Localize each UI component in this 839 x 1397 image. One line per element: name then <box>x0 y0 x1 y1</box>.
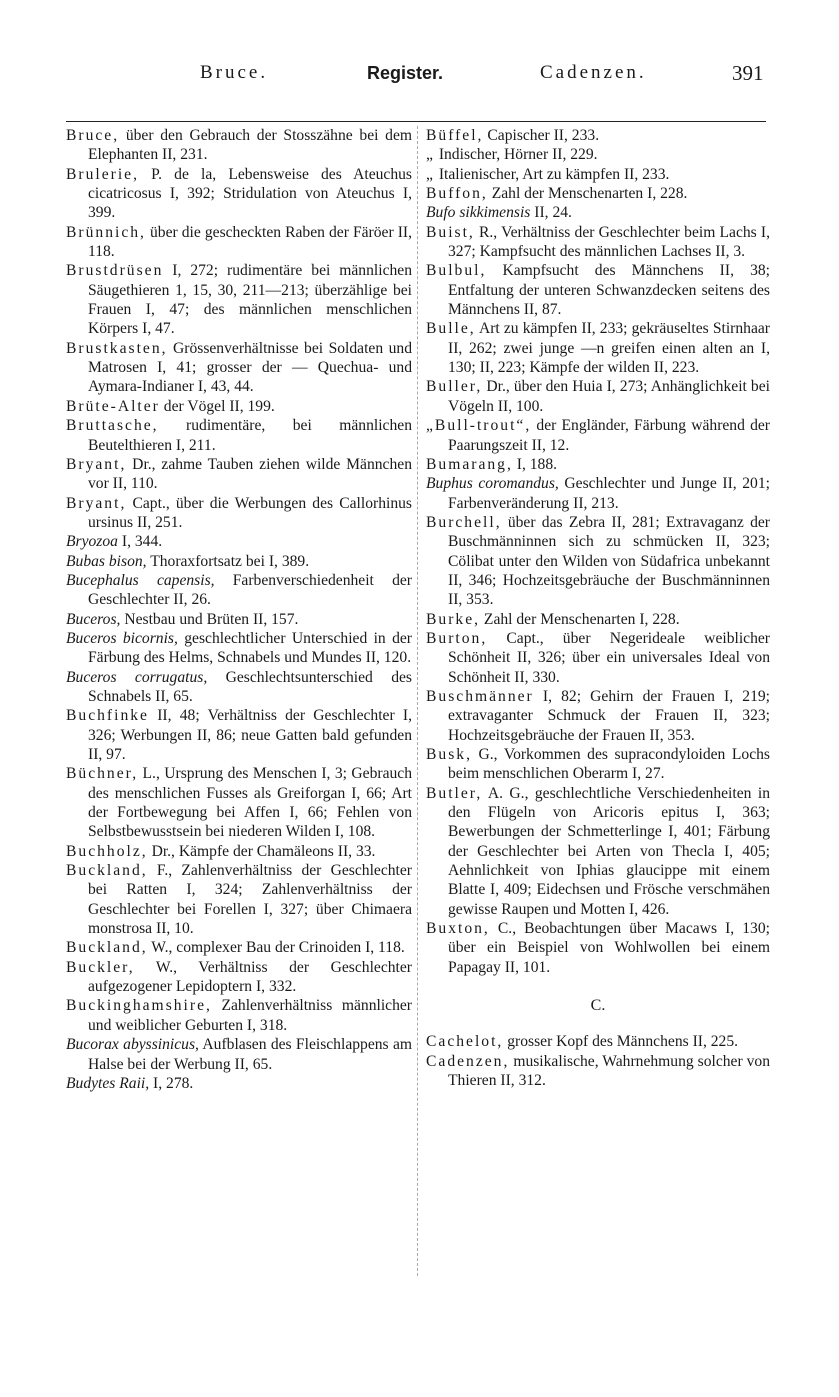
index-entry-head: Buceros, <box>66 610 121 628</box>
index-entry <box>66 1035 412 1074</box>
index-entries-c <box>426 1032 770 1090</box>
index-entry-text: Capt., über Negerideale weiblicher Schönheit II, 326; über ein universales Ideal von Schönheit II, 330. <box>448 629 770 686</box>
index-entry-head: Brustkasten, <box>66 339 168 357</box>
index-entry <box>426 784 770 919</box>
index-entry-head: Budytes Raii, <box>66 1074 150 1092</box>
index-column-left <box>66 126 412 1093</box>
index-entry <box>66 1074 412 1093</box>
index-entry-text: II, 24. <box>530 204 572 222</box>
index-entry <box>426 474 770 513</box>
index-entry-head: Cadenzen, <box>426 1052 510 1070</box>
index-entry-text: L., Ursprung des Menschen I, 3; Gebrauch des menschlichen Fusses als Greiforgan I, 66; Art der Fortbewegung bei Affen I, 66; Fehlen von Selbstbewusstsein bei niederen Wilden I, 108. <box>88 765 412 841</box>
index-entry-text: R., Verhältniss der Geschlechter beim Lachs I, 327; Kampfsucht des männlichen Lachses II, 3. <box>448 223 770 261</box>
index-entry-text: Capt., über die Werbungen des Callorhinus ursinus II, 251. <box>88 494 412 531</box>
index-entry-head: Burke, <box>426 610 481 628</box>
index-entry-text: Dr., Kämpfe der Chamäleons II, 33. <box>147 842 376 860</box>
index-entry-head: Burchell, <box>426 513 502 531</box>
index-entry-text: über den Gebrauch der Stosszähne bei dem Elephanten II, 231. <box>88 127 412 164</box>
index-entry-head: Buist, <box>426 223 475 241</box>
index-entry <box>66 571 412 610</box>
index-entry-text: P. de la, Lebensweise des Ateuchus cicatricosus I, 392; Stridulation von Ateuchus I, 399. <box>88 165 412 222</box>
index-entry-text: Italienischer, Art zu kämpfen II, 233. <box>434 165 670 183</box>
index-column-right <box>426 126 770 1091</box>
index-entry <box>426 319 770 377</box>
index-entry-text: Indischer, Hörner II, 229. <box>434 146 598 164</box>
header-rule <box>66 121 766 122</box>
index-entry-text: A. G., geschlechtliche Verschiedenheiten in den Flügeln von Aricoris epitus I, 363; Bewerbungen der Schmetterlinge I, 401; Färbung der Geschlechter bei Arten von Thecla I, 405; Aehnlichkeit von Iphias glaucippe mit einem Blatte I, 409; Eidechsen und Frösche verschmähen gewisse Raupen und Motten I, 426. <box>448 784 770 918</box>
index-entry-head: Brünnich, <box>66 223 146 241</box>
section-letter-c: C. <box>590 997 606 1015</box>
index-entry-text: I, 188. <box>512 455 558 473</box>
index-entry <box>66 668 412 707</box>
index-entry-head: Buceros bicornis, <box>66 629 178 647</box>
running-header <box>0 60 839 90</box>
index-entry-head: Bucephalus capensis, <box>66 571 215 589</box>
index-entry-text: I, 272; rudimentäre bei männlichen Säugethieren 1, 15, 30, 211—213; überzählige bei Frauen I, 47; des männlichen menschlichen Körpers I, 47. <box>88 262 412 338</box>
index-entry-head: Bryant, <box>66 494 127 512</box>
index-entry <box>426 610 770 629</box>
index-entry <box>426 1032 770 1051</box>
index-entry <box>426 223 770 262</box>
index-entry-head: Buckland, <box>66 939 148 957</box>
index-entry-head: Brulerie, <box>66 165 139 183</box>
index-entry-head: Bryozoa <box>66 533 118 551</box>
index-entry-head: Bryant, <box>66 455 127 473</box>
index-entry <box>426 745 770 784</box>
index-entry-text: II, 48; Verhältniss der Geschlechter I, 326; Werbungen II, 86; neue Gatten bald gefunden II, 97. <box>88 707 412 763</box>
index-entry-head: Brüte-Alter <box>66 397 160 415</box>
index-entry <box>426 126 770 145</box>
index-entry-head: Buschmänner <box>426 687 534 705</box>
index-entry-text: I, 82; Gehirn der Frauen I, 219; extravaganter Schmuck der Frauen II, 323; Hochzeitsgebräuche der Frauen II, 353. <box>448 687 770 744</box>
index-entry <box>426 377 770 416</box>
header-left-catchword: Bruce. <box>200 62 269 83</box>
index-entry-text: Nestbau und Brüten II, 157. <box>120 610 299 628</box>
index-entry-text: G., Vorkommen des supracondyloiden Lochs beim menschlichen Oberarm I, 27. <box>448 746 770 783</box>
index-entry-text: Grössenverhältnisse bei Soldaten und Matrosen I, 41; grosser der — Quechua- und Aymara-Indianer I, 43, 44. <box>88 339 412 396</box>
index-entry-head: „Bull-trout“, <box>426 417 532 435</box>
index-entry-text: der Engländer, Färbung während der Paarungszeit II, 12. <box>448 417 770 454</box>
index-entry-head: Bumarang, <box>426 455 513 473</box>
index-entry <box>426 165 770 184</box>
index-entry-text: über das Zebra II, 281; Extravaganz der Buschmänninnen sich zu schmücken II, 323; Cölibat unter den Wilden von Südafrica unbekannt II, 346; Hochzeitsgebräuche der Buschmänninnen II, 353. <box>448 513 770 609</box>
index-entry-text: der Vögel II, 199. <box>159 397 275 415</box>
index-entry <box>426 629 770 687</box>
index-entry <box>66 455 412 494</box>
index-entry-head: Buckler, <box>66 958 135 976</box>
index-entry <box>426 513 770 610</box>
page-number: 391 <box>732 61 764 85</box>
index-entry-text: I, 344. <box>117 533 163 551</box>
index-entry <box>426 455 770 474</box>
index-entry-text: Art zu kämpfen II, 233; gekräuseltes Stirnhaar II, 262; zwei junge —n greifen einen alten an I, 130; II, 223; Kämpfe der wilden II, 223. <box>448 320 770 377</box>
index-entry <box>426 261 770 319</box>
index-entry <box>66 223 412 262</box>
column-divider <box>417 126 418 1276</box>
index-entry-head: Buckland, <box>66 862 148 880</box>
index-entry-head: „ <box>426 146 435 164</box>
index-entry-head: Bufo sikkimensis <box>426 204 531 222</box>
index-entry-text: rudimentäre, bei männlichen Beutelthieren I, 211. <box>88 417 412 454</box>
index-entry <box>66 397 412 416</box>
index-entry-head: Cachelot, <box>426 1033 504 1051</box>
index-entry-text: Aufblasen des Fleischlappens am Halse bei der Werbung II, 65. <box>88 1036 412 1073</box>
index-entry-head: Bruttasche, <box>66 417 159 435</box>
index-entry-head: Buceros corrugatus, <box>66 668 208 686</box>
index-entry <box>66 842 412 861</box>
index-entry <box>426 184 770 203</box>
index-entry-text: Zahl der Menschenarten I, 228. <box>487 185 688 203</box>
header-right-catchword: Cadenzen. <box>540 62 647 83</box>
index-entry-head: Bulle, <box>426 320 476 338</box>
index-entry-head: Bucorax abyssinicus, <box>66 1036 199 1054</box>
index-entry <box>66 416 412 455</box>
index-entry <box>66 629 412 668</box>
index-entry <box>66 958 412 997</box>
index-entry-head: Buphus coromandus, <box>426 475 559 493</box>
index-entry <box>66 261 412 338</box>
index-entry <box>66 996 412 1035</box>
index-entry-head: Buckinghamshire, <box>66 997 212 1015</box>
index-entry-text: Farbenverschiedenheit der Geschlechter II, 26. <box>88 571 412 609</box>
index-entry-head: Buchholz, <box>66 842 148 860</box>
index-entry <box>66 494 412 533</box>
index-entry-text: über die gescheckten Raben der Färöer II, 118. <box>88 223 412 261</box>
index-entries-b <box>426 126 770 977</box>
index-entry-head: Büchner, <box>66 765 139 783</box>
index-entry <box>66 706 412 764</box>
index-entry-text: Geschlechtsunterschied des Schnabels II, 65. <box>88 668 412 705</box>
index-entry-head: Burton, <box>426 629 488 647</box>
header-title: Register. <box>367 63 444 83</box>
index-entry-text: Kampfsucht des Männchens II, 38; Entfaltung der unteren Schwanzdecken seitens des Männchens II, 87. <box>448 262 770 319</box>
index-entry-text: W., Verhältniss der Geschlechter aufgezogener Lepidoptern I, 332. <box>88 958 412 996</box>
index-entry-head: Büffel, <box>426 127 484 144</box>
index-entry-head: Bubas bison, <box>66 552 147 570</box>
index-entry-text: Capischer II, 233. <box>483 127 600 144</box>
index-entry <box>66 938 412 957</box>
index-entry-text: grosser Kopf des Männchens II, 225. <box>503 1033 739 1051</box>
index-entry-head: Butler, <box>426 784 483 802</box>
index-entry-head: Buxton, <box>426 920 490 938</box>
index-entry-head: Buchfinke <box>66 707 149 725</box>
index-entry-text: Zahlenverhältniss männlicher und weiblicher Geburten I, 318. <box>88 997 412 1034</box>
index-entry <box>66 764 412 841</box>
index-entry <box>426 919 770 977</box>
index-entry-text: Zahl der Menschenarten I, 228. <box>480 610 680 628</box>
index-entry <box>66 532 412 551</box>
index-entry-text: W., complexer Bau der Crinoiden I, 118. <box>147 939 405 957</box>
index-entry <box>426 1052 770 1091</box>
index-entry <box>426 687 770 745</box>
index-entry-head: Buller, <box>426 378 483 396</box>
index-entry-text: F., Zahlenverhältniss der Geschlechter bei Ratten I, 324; Zahlenverhältniss der Geschlechter bei Forellen I, 327; über Chimaera monstrosa II, 10. <box>88 862 412 938</box>
index-entry-text: Geschlechter und Junge II, 201; Farbenveränderung II, 213. <box>448 475 770 512</box>
index-entry <box>66 610 412 629</box>
index-entry-head: Brustdrüsen <box>66 262 164 280</box>
index-entry <box>426 145 770 164</box>
index-entry-head: Buffon, <box>426 185 488 203</box>
index-entry-head: Busk, <box>426 746 472 763</box>
index-entry-text: Dr., zahme Tauben ziehen wilde Männchen vor II, 110. <box>88 455 412 493</box>
index-entry-head: Bulbul, <box>426 262 487 280</box>
index-entry <box>66 861 412 938</box>
index-entry <box>66 552 412 571</box>
index-entry <box>426 416 770 455</box>
index-entry-text: geschlechtlicher Unterschied in der Färbung des Helms, Schnabels und Mundes II, 120. <box>88 629 412 667</box>
index-entry <box>426 203 770 222</box>
index-entry <box>66 126 412 165</box>
index-entry-text: Dr., über den Huia I, 273; Anhänglichkeit bei Vögeln II, 100. <box>448 378 770 415</box>
index-entry-text: Thoraxfortsatz bei I, 389. <box>146 552 310 570</box>
index-entry-head: Bruce, <box>66 127 120 144</box>
index-entry <box>66 339 412 397</box>
index-entry <box>66 165 412 223</box>
index-entry-text: musikalische, Wahrnehmung solcher von Thieren II, 312. <box>448 1052 770 1090</box>
index-entry-text: C., Beobachtungen über Macaws I, 130; über ein Beispiel von Wohlwollen bei einem Papagay II, 101. <box>448 920 770 976</box>
index-entry-text: I, 278. <box>149 1074 194 1092</box>
index-entry-head: „ <box>426 165 435 183</box>
